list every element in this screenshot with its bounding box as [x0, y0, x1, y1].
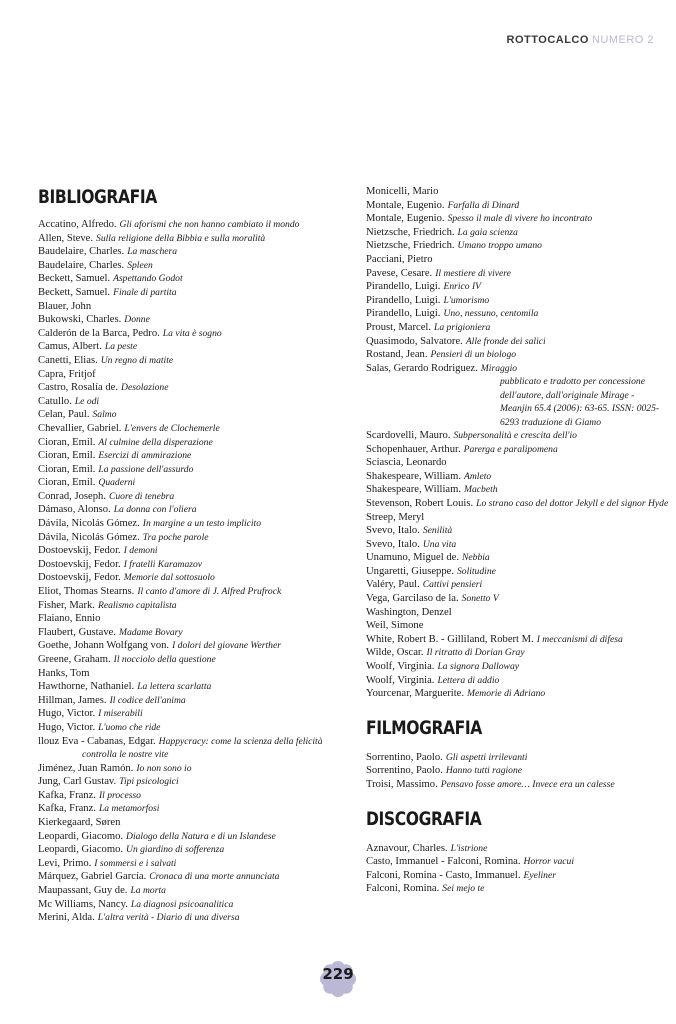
- citation-entry: [38, 476, 353, 490]
- citation-title: Desolazione: [121, 382, 169, 394]
- citation-author: Goethe, Johann Wolfgang von.: [38, 640, 170, 652]
- citation-title: Finale di partita: [113, 286, 177, 298]
- citation-title: Senilità: [422, 525, 453, 537]
- citation-author: Montale, Eugenio.: [366, 199, 445, 211]
- citation-entry: [366, 842, 666, 856]
- citation-title: Sei mejo te: [442, 883, 485, 895]
- discografia-title: DISCOGRAFIA: [366, 807, 482, 830]
- citation-title: Spleen: [127, 259, 153, 271]
- citation-entry: [38, 544, 353, 558]
- citation-title: Parerga e paralipomena: [463, 443, 558, 455]
- citation-title: Spesso il male di vivere ho incontrato: [447, 213, 593, 225]
- citation-entry: [366, 687, 666, 701]
- citation-entry: [38, 531, 353, 545]
- citation-entry: [38, 300, 353, 314]
- citation-author: Salas, Gerardo Rodriguez.: [366, 362, 478, 374]
- citation-entry: [38, 408, 353, 422]
- citation-author: Quasimodo, Salvatore.: [366, 335, 463, 347]
- left-column: [38, 186, 353, 925]
- discografia-list: [366, 842, 666, 896]
- citation-title: Gli aforismi che non hanno cambiato il mondo: [119, 219, 300, 230]
- citation-author: llouz Eva - Cabanas, Edgar.: [38, 735, 156, 747]
- citation-entry: [38, 898, 353, 912]
- citation-title: Il mestiere di vivere: [435, 267, 511, 279]
- citation-title: La prigioniera: [434, 321, 491, 333]
- citation-entry: [366, 606, 666, 620]
- citation-author: Levi, Primo.: [38, 857, 92, 869]
- citation-author: Dámaso, Alonso.: [38, 504, 111, 516]
- citation-author: Unamuno, Miguel de.: [366, 552, 459, 564]
- citation-author: Eliot, Thomas Stearns.: [38, 586, 135, 598]
- citation-author: Casto, Immanuel - Falconi, Romina.: [366, 856, 521, 868]
- citation-title: Lettera di addio: [437, 674, 500, 686]
- citation-author: Catullo.: [38, 395, 72, 407]
- citation-entry: [366, 335, 666, 349]
- citation-author: Accatino, Alfredo.: [38, 219, 117, 230]
- citation-author: Dostoevskij, Fedor.: [38, 572, 121, 584]
- citation-title: Nebbia: [461, 552, 490, 564]
- citation-title: I dolori del giovane Werther: [172, 640, 281, 652]
- citation-author: Dostoevskij, Fedor.: [38, 545, 121, 557]
- citation-title: Esercizi di ammirazione: [98, 450, 192, 462]
- citation-title: Alle fronde dei salici: [465, 335, 546, 347]
- citation-entry: [38, 313, 353, 327]
- citation-author: Kafka, Franz.: [38, 789, 96, 801]
- bibliografia-list-right: [366, 185, 669, 701]
- citation-title: Farfalla di Dinard: [447, 199, 520, 211]
- citation-title: Una vita: [422, 538, 457, 550]
- citation-author: Woolf, Virginia.: [366, 674, 435, 686]
- citation-author: Vega, Garcilaso de la.: [366, 593, 459, 605]
- citation-title: Pensieri di un biologo: [430, 349, 517, 361]
- citation-entry: [38, 870, 353, 884]
- citation-author: Baudelaire, Charles.: [38, 259, 125, 271]
- citation-author: Sciascia, Leonardo: [366, 457, 447, 469]
- citation-title: Donne: [124, 314, 150, 326]
- citation-author: Sorrentino, Paolo.: [366, 751, 443, 763]
- page-number: 229: [322, 965, 354, 983]
- citation-entry: [366, 882, 666, 896]
- citation-title: Salmo: [92, 409, 117, 421]
- citation-author: Celan, Paul.: [38, 409, 90, 421]
- citation-author: Greene, Graham.: [38, 654, 111, 665]
- citation-entry: [38, 735, 353, 762]
- citation-title: La diagnosi psicoanalitica: [130, 898, 234, 910]
- citation-author: Hawthorne, Nathaniel.: [38, 681, 135, 693]
- citation-entry: [38, 599, 353, 613]
- citation-author: Hillman, James.: [38, 694, 107, 706]
- citation-title: Pensavo fosse amore… Invece era un calesse: [440, 779, 615, 790]
- citation-entry: [38, 816, 353, 830]
- citation-entry: [38, 585, 353, 599]
- citation-author: Pirandello, Luigi.: [366, 308, 441, 320]
- citation-author: Svevo, Italo.: [366, 538, 420, 550]
- citation-author: Washington, Denzel: [366, 606, 452, 618]
- citation-author: Cioran, Emil.: [38, 450, 96, 462]
- citation-entry: [366, 348, 666, 362]
- citation-entry: [366, 239, 666, 253]
- citation-author: Falconi, Romina.: [366, 883, 440, 895]
- citation-entry: [366, 538, 666, 552]
- citation-author: Cioran, Emil.: [38, 477, 96, 489]
- citation-title: I meccanismi di difesa: [536, 633, 623, 645]
- citation-entry: [366, 578, 666, 592]
- citation-entry: [38, 680, 353, 694]
- citation-entry: [38, 490, 353, 504]
- magazine-name: ROTTOCALCO: [506, 34, 589, 46]
- citation-title: L'uomo che ride: [98, 721, 161, 733]
- citation-entry: [366, 429, 666, 443]
- citation-entry: [38, 368, 353, 382]
- citation-title: Solitudine: [456, 565, 496, 577]
- citation-continuation: pubblicato e tradotto per concessione dell'autore, dall'originale Mirage - Meanjin 65.4 (2006): 63-65. ISSN: 0025-6293 traduzione di Giamo: [500, 376, 660, 428]
- citation-author: Pavese, Cesare.: [366, 267, 433, 279]
- citation-entry: [38, 259, 353, 273]
- citation-author: Falconi, Romina - Casto, Immanuel.: [366, 869, 521, 881]
- citation-author: Flaubert, Gustave.: [38, 626, 116, 638]
- citation-entry: [366, 226, 666, 240]
- citation-author: Yourcenar, Marguerite.: [366, 688, 465, 700]
- citation-entry: [366, 869, 666, 883]
- citation-author: Ungaretti, Giuseppe.: [366, 565, 454, 577]
- citation-author: Hanks, Tom: [38, 667, 90, 679]
- citation-entry: [38, 762, 353, 776]
- citation-title: Umano troppo umano: [457, 240, 542, 252]
- citation-title: Quaderni: [98, 477, 136, 489]
- citation-title: Miraggio: [480, 362, 518, 374]
- citation-entry: [38, 436, 353, 450]
- citation-author: Streep, Meryl: [366, 511, 425, 523]
- citation-entry: [38, 626, 353, 640]
- citation-entry: [366, 619, 666, 633]
- citation-entry: [38, 245, 353, 259]
- citation-entry: [366, 362, 666, 429]
- citation-entry: [38, 653, 353, 667]
- citation-title: Eyeliner: [523, 869, 556, 881]
- citation-entry: [366, 253, 666, 267]
- citation-entry: [366, 592, 666, 606]
- citation-entry: [38, 449, 353, 463]
- citation-title: I demoni: [123, 545, 158, 557]
- citation-entry: [38, 286, 353, 300]
- citation-title: L'envers de Clochemerle: [124, 422, 220, 434]
- citation-author: Hugo, Victor.: [38, 708, 96, 720]
- citation-title: Il nocciolo della questione: [113, 654, 216, 665]
- bibliografia-title: BIBLIOGRAFIA: [38, 186, 157, 208]
- citation-entry: [38, 830, 353, 844]
- citation-author: Monicelli, Mario: [366, 186, 439, 197]
- citation-entry: [38, 517, 353, 531]
- citation-title: Il ritratto di Dorian Gray: [426, 647, 525, 659]
- citation-title: Hanno tutti ragione: [445, 765, 523, 777]
- citation-title: Gli aspetti irrilevanti: [445, 751, 528, 763]
- citation-author: Woolf, Virginia.: [366, 661, 435, 673]
- citation-entry: [38, 639, 353, 653]
- citation-author: Jiménez, Juan Ramón.: [38, 762, 134, 774]
- right-column: [366, 185, 669, 896]
- citation-entry: [38, 789, 353, 803]
- citation-entry: [366, 633, 666, 647]
- citation-author: Kierkegaard, Søren: [38, 816, 121, 828]
- citation-author: Proust, Marcel.: [366, 321, 432, 333]
- citation-title: Uno, nessuno, centomila: [443, 308, 539, 320]
- citation-title: Cattivi pensieri: [422, 579, 483, 591]
- citation-title: I miserabili: [98, 708, 143, 720]
- citation-title: L'umorismo: [443, 294, 490, 306]
- citation-entry: [38, 884, 353, 898]
- citation-entry: [366, 497, 669, 511]
- citation-title: La donna con l'oliera: [113, 504, 197, 516]
- citation-entry: [38, 571, 353, 585]
- citation-author: Capra, Fritjof: [38, 368, 96, 380]
- citation-author: Canetti, Elias.: [38, 354, 98, 366]
- citation-entry: [366, 294, 666, 308]
- citation-author: Dávila, Nicolás Gómez.: [38, 518, 140, 530]
- issue-label: NUMERO 2: [591, 34, 654, 46]
- citation-author: Chevallier, Gabriel.: [38, 422, 122, 434]
- citation-title: Subpersonalità e crescita dell'io: [453, 429, 577, 441]
- citation-author: White, Robert B. - Gilliland, Robert M.: [366, 633, 534, 645]
- citation-author: Castro, Rosalía de.: [38, 382, 119, 394]
- citation-entry: [366, 660, 666, 674]
- citation-author: Márquez, Gabriel García.: [38, 871, 147, 883]
- citation-entry: [366, 185, 666, 199]
- citation-author: Montale, Eugenio.: [366, 213, 445, 225]
- citation-title: Sonetto V: [461, 593, 499, 605]
- citation-entry: [38, 395, 353, 409]
- citation-entry: [38, 381, 353, 395]
- citation-author: Troisi, Massimo.: [366, 779, 438, 790]
- citation-author: Valéry, Paul.: [366, 579, 420, 591]
- citation-title: Un giardino di sofferenza: [126, 844, 225, 856]
- citation-title: Macbeth: [464, 484, 498, 496]
- citation-entry: [38, 612, 353, 626]
- citation-title: I fratelli Karamazov: [123, 558, 203, 570]
- citation-author: Schopenhauer, Arthur.: [366, 443, 461, 455]
- citation-title: Cronaca di una morte annunciata: [149, 871, 280, 883]
- citation-title: Happycracy: come la scienza della felicità: [158, 735, 323, 747]
- citation-author: Beckett, Samuel.: [38, 273, 111, 285]
- citation-title: La gaia scienza: [457, 226, 518, 238]
- citation-entry: [38, 218, 353, 232]
- citation-entry: [38, 911, 353, 925]
- citation-entry: [366, 511, 666, 525]
- citation-entry: [366, 199, 666, 213]
- citation-entry: [366, 855, 666, 869]
- citation-entry: [38, 327, 353, 341]
- citation-author: Flaiano, Ennio: [38, 613, 101, 625]
- citation-author: Pacciani, Pietro: [366, 253, 433, 265]
- citation-author: Fisher, Mark.: [38, 599, 95, 611]
- citation-entry: [366, 212, 666, 226]
- citation-author: Nietzsche, Friedrich.: [366, 226, 455, 238]
- citation-title: Memorie di Adriano: [467, 688, 546, 700]
- citation-author: Dostoevskij, Fedor.: [38, 558, 121, 570]
- citation-title: La metamorfosi: [98, 803, 160, 815]
- citation-title: Tra poche parole: [142, 531, 209, 543]
- citation-title: L'istrione: [450, 842, 488, 854]
- filmografia-list: [366, 751, 666, 792]
- citation-author: Rostand, Jean.: [366, 349, 428, 361]
- citation-title: Dialogo della Natura e di un Islandese: [126, 830, 276, 842]
- citation-title: Le odi: [74, 395, 100, 407]
- citation-author: Cioran, Emil.: [38, 463, 96, 475]
- citation-entry: [38, 340, 353, 354]
- citation-author: Baudelaire, Charles.: [38, 246, 125, 258]
- citation-title: La vita è sogno: [162, 327, 222, 339]
- citation-entry: [38, 558, 353, 572]
- citation-author: Leopardi, Giacomo.: [38, 844, 124, 856]
- citation-author: Jung, Carl Gustav.: [38, 776, 117, 788]
- citation-entry: [38, 775, 353, 789]
- citation-author: Dávila, Nicolás Gómez.: [38, 531, 140, 543]
- citation-title: L'altra verità - Diario di una diversa: [97, 912, 240, 924]
- citation-title: La maschera: [127, 246, 178, 258]
- citation-author: Scardovelli, Mauro.: [366, 429, 451, 441]
- citation-entry: [38, 667, 353, 681]
- citation-author: Sorrentino, Paolo.: [366, 765, 443, 777]
- citation-title: Tipi psicologici: [119, 776, 179, 788]
- citation-author: Calderón de la Barca, Pedro.: [38, 327, 160, 339]
- citation-author: Blauer, John: [38, 300, 92, 312]
- citation-entry: [366, 321, 666, 335]
- running-header: [507, 34, 654, 46]
- citation-author: Leopardi, Giacomo.: [38, 830, 124, 842]
- citation-author: Hugo, Victor.: [38, 721, 96, 733]
- citation-title: Aspettando Godot: [113, 273, 183, 285]
- citation-title: Il codice dell'anima: [109, 694, 186, 706]
- citation-entry: [38, 272, 353, 286]
- citation-author: Mc Williams, Nancy.: [38, 898, 128, 910]
- citation-entry: [366, 307, 666, 321]
- citation-entry: [366, 470, 666, 484]
- citation-entry: [38, 707, 353, 721]
- citation-entry: [38, 694, 353, 708]
- citation-author: Nietzsche, Friedrich.: [366, 240, 455, 252]
- citation-title: La peste: [104, 341, 138, 353]
- citation-entry: [38, 463, 353, 477]
- citation-author: Beckett, Samuel.: [38, 286, 111, 298]
- citation-entry: [38, 354, 353, 368]
- citation-title: Realismo capitalista: [97, 599, 177, 611]
- citation-title: Madame Bovary: [118, 626, 183, 638]
- citation-entry: [38, 857, 353, 871]
- citation-entry: [366, 456, 666, 470]
- citation-author: Cioran, Emil.: [38, 436, 96, 448]
- citation-entry: [366, 764, 666, 778]
- citation-title: Cuore di tenebra: [108, 490, 175, 502]
- citation-author: Aznavour, Charles.: [366, 842, 448, 854]
- citation-author: Stevenson, Robert Louis.: [366, 497, 474, 509]
- citation-entry: [366, 483, 666, 497]
- citation-author: Pirandello, Luigi.: [366, 281, 441, 293]
- citation-entry: [366, 646, 666, 660]
- citation-author: Camus, Albert.: [38, 341, 102, 353]
- citation-entry: [38, 843, 353, 857]
- citation-title: La morta: [130, 884, 166, 896]
- citation-title: La signora Dalloway: [437, 661, 520, 673]
- citation-entry: [366, 280, 666, 294]
- citation-author: Conrad, Joseph.: [38, 490, 106, 502]
- citation-author: Merini, Alda.: [38, 912, 95, 924]
- citation-title: Enrico IV: [443, 281, 482, 293]
- citation-entry: [38, 802, 353, 816]
- citation-title: Il processo: [98, 789, 141, 801]
- citation-title: Lo strano caso del dottor Jekyll e del signor Hyde: [476, 497, 669, 509]
- citation-author: Pirandello, Luigi.: [366, 294, 441, 306]
- citation-entry: [366, 524, 666, 538]
- citation-title: Amleto: [464, 470, 492, 482]
- citation-author: Svevo, Italo.: [366, 525, 420, 537]
- citation-author: Weil, Simone: [366, 620, 424, 632]
- citation-entry: [366, 778, 666, 792]
- citation-author: Maupassant, Guy de.: [38, 884, 128, 896]
- citation-entry: [366, 565, 666, 579]
- filmografia-title: FILMOGRAFIA: [366, 716, 482, 739]
- bibliografia-list-left: [38, 218, 353, 925]
- citation-entry: [38, 422, 353, 436]
- citation-author: Wilde, Oscar.: [366, 647, 424, 659]
- citation-title: Al culmine della disperazione: [98, 436, 213, 448]
- citation-title: Horror vacui: [523, 856, 575, 868]
- citation-title: La passione dell'assurdo: [98, 463, 194, 475]
- citation-title: Un regno di matite: [100, 354, 174, 366]
- citation-entry: [38, 232, 353, 246]
- citation-entry: [366, 751, 666, 765]
- citation-entry: [38, 503, 353, 517]
- citation-entry: [366, 443, 666, 457]
- citation-author: Shakespeare, William.: [366, 470, 461, 482]
- citation-title: Sulla religione della Bibbia e sulla moralità: [96, 232, 266, 244]
- citation-entry: [366, 267, 666, 281]
- page-number-block: [0, 965, 676, 984]
- citation-entry: [366, 674, 666, 688]
- citation-author: Shakespeare, William.: [366, 484, 461, 496]
- citation-title: Memorie dal sottosuolo: [123, 572, 215, 584]
- citation-title: Il canto d'amore di J. Alfred Prufrock: [137, 586, 282, 598]
- citation-entry: [38, 721, 353, 735]
- citation-author: Allen, Steve.: [38, 232, 94, 244]
- citation-author: Bukowski, Charles.: [38, 314, 122, 326]
- citation-title: La lettera scarlatta: [137, 681, 212, 693]
- citation-entry: [366, 551, 666, 565]
- citation-author: Kafka, Franz.: [38, 803, 96, 815]
- citation-title: In margine a un testo implicito: [142, 518, 262, 530]
- citation-continuation: controlla le nostre vite: [82, 749, 169, 761]
- citation-title: Io non sono io: [136, 762, 192, 774]
- citation-title: I sommersi e i salvati: [94, 857, 177, 869]
